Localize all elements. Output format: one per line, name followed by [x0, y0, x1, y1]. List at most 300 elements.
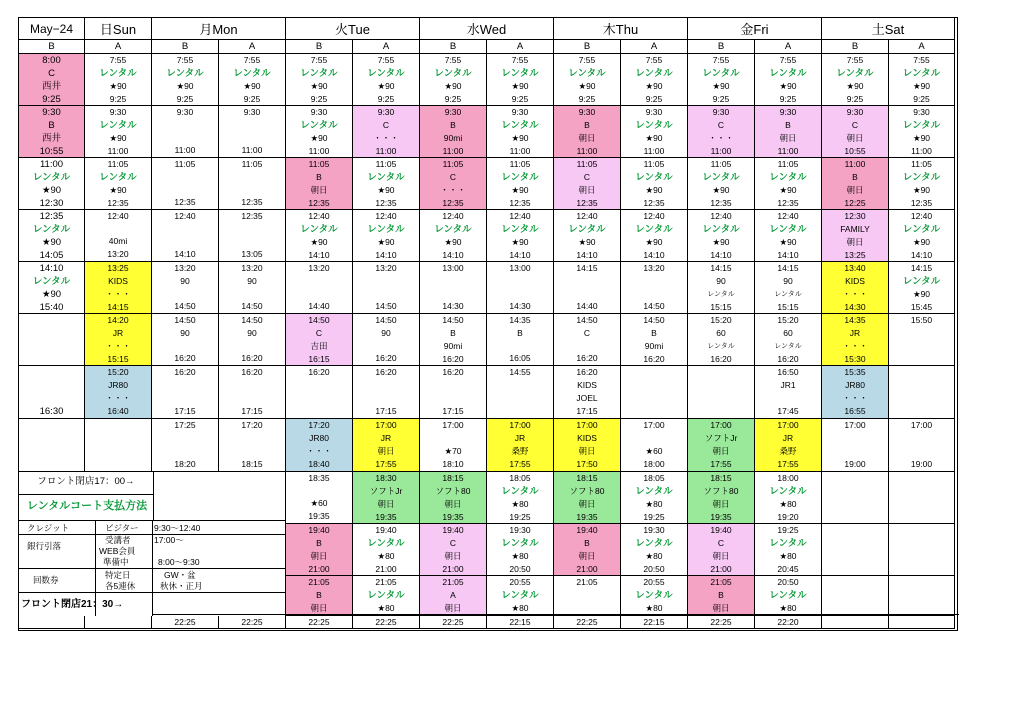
slot-line: 17:00: [844, 420, 866, 430]
time-slot: [487, 314, 554, 366]
time-slot: [889, 106, 955, 158]
end-time: [822, 616, 889, 629]
slot-line: [219, 171, 285, 184]
slot-line: 13:20: [375, 263, 397, 273]
slot-line: ★60: [645, 446, 663, 456]
time-slot: [554, 158, 621, 210]
slot-line: 7:55: [109, 55, 127, 65]
slot-line: B: [450, 328, 456, 338]
slot-line: [889, 510, 954, 523]
payment-title: レンタルコート支払方法: [26, 500, 148, 512]
slot-line: レンタル: [501, 68, 539, 79]
slot-line: ★80: [779, 603, 797, 613]
slot-line: 14:50: [442, 315, 464, 325]
slot-line: 12:35: [174, 197, 196, 207]
slot-line: ★90: [779, 237, 797, 247]
slot-line: レンタル: [774, 291, 802, 298]
slot-line: [219, 119, 285, 132]
slot-line: 20:50: [643, 564, 665, 574]
time-slot: [688, 106, 755, 158]
slot-line: [420, 379, 486, 392]
gw-label: GW・盆: [164, 570, 196, 580]
slot-line: ★90: [712, 185, 730, 195]
time-slot: [487, 366, 554, 419]
slot-line: 12:35: [442, 198, 464, 208]
slot-line: [19, 366, 84, 379]
slot-line: [621, 405, 687, 418]
slot-line: 朝日: [444, 551, 462, 561]
slot-line: 90: [180, 328, 190, 338]
slot-line: [889, 576, 954, 586]
slot-line: [353, 288, 419, 301]
slot-line: ★80: [779, 551, 797, 561]
slot-line: [353, 392, 419, 405]
slot-line: 12:40: [107, 211, 129, 221]
end-time: 22:25: [420, 616, 487, 629]
slot-line: ★90: [912, 133, 931, 143]
slot-line: 9:30: [913, 107, 930, 117]
time-slot: [286, 576, 353, 616]
slot-line: [621, 432, 687, 445]
slot-line: 朝日: [712, 499, 730, 509]
time-slot: [286, 524, 353, 576]
slot-line: 14:10: [576, 250, 598, 260]
slot-line: 17:55: [777, 459, 799, 469]
slot-line: 14:50: [308, 315, 330, 325]
slot-line: ★90: [511, 237, 529, 247]
slot-line: 9:30: [109, 107, 127, 117]
time-slot: [286, 158, 353, 210]
slot-line: 17:15: [241, 406, 263, 416]
slot-line: 14:30: [442, 301, 464, 311]
slot-line: [621, 288, 687, 301]
slot-line: 12:40: [910, 211, 933, 221]
slot-line: 11:00: [911, 146, 932, 156]
slot-line: 16:55: [844, 406, 866, 416]
slot-line: 17:00: [375, 420, 397, 430]
slot-line: B: [718, 590, 724, 600]
slot-line: 朝日: [377, 499, 395, 509]
slot-line: 17:25: [174, 420, 196, 430]
time-slot: [621, 54, 688, 106]
slot-line: 18:15: [241, 459, 263, 469]
slot-line: 11:05: [777, 159, 799, 169]
time-slot: [286, 314, 353, 366]
time-slot: [487, 472, 554, 524]
slot-line: 朝日: [578, 499, 596, 509]
time-slot: [219, 54, 286, 106]
slot-line: ★90: [578, 81, 596, 91]
slot-line: 40mi: [108, 236, 128, 246]
slot-line: [822, 445, 888, 458]
slot-line: [889, 445, 954, 458]
time-slot: [353, 262, 420, 314]
slot-line: ★90: [243, 81, 261, 91]
slot-line: [19, 327, 84, 340]
slot-line: ★90: [377, 81, 395, 91]
slot-line: 18:15: [710, 473, 732, 483]
time-slot: [554, 106, 621, 158]
slot-line: 9:30: [712, 107, 730, 117]
slot-line: 11:00: [174, 145, 196, 155]
slot-line: ・・・: [373, 133, 399, 143]
slot-line: JOEL: [576, 393, 598, 403]
slot-line: C: [851, 120, 859, 130]
day-header: 土Sat: [822, 18, 955, 40]
time-slot: [420, 54, 487, 106]
slot-line: 9:30: [779, 107, 797, 117]
slot-line: 11:05: [174, 159, 196, 169]
slot-line: [152, 132, 218, 145]
slot-line: ・・・: [306, 446, 332, 456]
slot-line: ★90: [41, 289, 62, 300]
slot-line: B: [316, 538, 322, 548]
slot-line: ★80: [645, 603, 663, 613]
slot-line: レンタル: [902, 276, 941, 287]
slot-line: ★90: [109, 81, 127, 91]
slot-line: [822, 510, 888, 523]
credit-label: クレジット: [27, 523, 70, 533]
slot-line: 20:55: [643, 577, 665, 587]
slot-line: 14:50: [576, 315, 598, 325]
time-slot: [85, 106, 152, 158]
time-slot: [152, 106, 219, 158]
slot-line: レンタル: [707, 291, 735, 298]
slot-line: [152, 288, 218, 300]
slot-line: 9:30: [42, 107, 61, 118]
time-slot: [755, 366, 822, 419]
slot-line: 16:20: [442, 354, 464, 364]
time-slot: [688, 472, 755, 524]
slot-line: 90: [180, 276, 190, 286]
slot-line: ★90: [912, 237, 931, 247]
web-label: WEB会員: [99, 546, 136, 556]
slot-line: [85, 445, 151, 458]
slot-line: [85, 223, 151, 235]
slot-line: ・・・: [105, 393, 131, 403]
slot-line: 11:00: [442, 146, 464, 156]
slot-line: [19, 392, 84, 405]
slot-line: 21:05: [375, 577, 397, 587]
slot-line: レンタル: [774, 343, 802, 350]
time-slot: [219, 314, 286, 366]
slot-line: B: [450, 120, 456, 130]
end-time: 22:20: [755, 616, 822, 629]
slot-line: C: [449, 538, 457, 548]
slot-line: 21:05: [308, 577, 330, 587]
slot-line: [19, 314, 84, 327]
slot-line: 朝日: [444, 499, 462, 509]
slot-line: 9:25: [846, 94, 864, 104]
time-slot: [219, 419, 286, 472]
slot-line: 朝日: [578, 551, 596, 561]
time-slot: [554, 210, 621, 262]
slot-line: JR80: [309, 433, 329, 443]
slot-line: 14:10: [39, 263, 64, 274]
slot-line: ★90: [779, 81, 797, 91]
slot-line: ・・・: [105, 289, 131, 299]
slot-line: レンタル: [99, 172, 137, 183]
slot-line: 21:00: [576, 564, 598, 574]
slot-line: 90: [716, 276, 726, 286]
slot-line: レンタル: [635, 172, 673, 183]
slot-line: [621, 392, 687, 405]
slot-line: 19:20: [777, 512, 799, 522]
slot-line: 朝日: [578, 446, 596, 456]
slot-line: 16:20: [375, 353, 397, 363]
slot-line: JR: [380, 433, 392, 443]
slot-line: レンタル: [902, 68, 941, 79]
slot-line: ソフト80: [435, 486, 471, 496]
slot-line: [487, 379, 553, 392]
slot-line: 朝日: [846, 185, 864, 195]
slot-line: レンタル: [300, 224, 338, 235]
slot-line: 9:25: [444, 94, 462, 104]
slot-line: 13:40: [844, 263, 866, 273]
slot-line: [286, 392, 352, 405]
slot-line: 朝日: [712, 603, 730, 613]
slot-line: 11:05: [509, 159, 531, 169]
slot-line: 18:00: [643, 459, 665, 469]
slot-line: 17:00: [710, 420, 732, 430]
slot-line: 16:30: [39, 406, 64, 417]
time-slot: [219, 158, 286, 210]
end-time: 22:25: [353, 616, 420, 629]
slot-line: 14:50: [643, 301, 665, 311]
time-slot: [152, 366, 219, 419]
slot-line: 11:05: [308, 159, 330, 169]
slot-line: [19, 458, 84, 471]
slot-line: [822, 472, 888, 485]
time-slot: [487, 419, 554, 472]
time-slot: [219, 106, 286, 158]
slot-line: 9:30: [511, 107, 529, 117]
slot-line: レンタル: [233, 68, 271, 79]
slot-line: [554, 598, 620, 607]
slot-line: [889, 366, 954, 379]
slot-line: ★90: [310, 133, 328, 143]
slot-line: [822, 596, 888, 606]
slot-line: レンタル: [300, 68, 338, 79]
slot-line: 12:40: [710, 211, 732, 221]
court-label: A: [889, 40, 955, 54]
slot-line: レンタル: [769, 172, 807, 183]
slot-line: ★90: [645, 237, 663, 247]
slot-line: 15:35: [844, 367, 866, 377]
slot-line: [889, 327, 954, 340]
front-close-17: フロント閉店17：00→: [37, 476, 135, 487]
slot-line: [19, 445, 84, 458]
slot-line: 21:00: [710, 564, 732, 574]
slot-line: 19:35: [576, 512, 598, 522]
time-slot: [420, 106, 487, 158]
slot-line: 10:55: [844, 146, 866, 156]
slot-line: [889, 432, 954, 445]
slot-line: 21:00: [442, 564, 464, 574]
slot-line: 12:35: [241, 197, 263, 207]
slot-line: JR80: [845, 380, 865, 390]
slot-line: [19, 432, 84, 445]
slot-line: 18:05: [643, 473, 665, 483]
slot-line: JR: [782, 433, 794, 443]
slot-line: 13:20: [241, 263, 263, 273]
slot-line: [152, 223, 218, 236]
slot-line: [822, 537, 888, 550]
end-time: 22:25: [286, 616, 353, 629]
slot-line: 12:30: [844, 211, 866, 221]
slot-line: 90: [247, 328, 257, 338]
slot-line: 朝日: [846, 133, 864, 143]
slot-line: レンタル: [99, 68, 137, 79]
slot-line: レンタル: [501, 486, 539, 497]
slot-line: 13:20: [174, 263, 196, 273]
slot-line: [286, 485, 352, 497]
court-label: B: [554, 40, 621, 54]
slot-line: 11:00: [107, 146, 129, 156]
time-slot: [85, 210, 152, 262]
slot-line: レンタル: [568, 224, 606, 235]
time-slot: [420, 158, 487, 210]
time-slot: [554, 419, 621, 472]
slot-line: 9:30: [645, 107, 663, 117]
slot-line: 10:55: [39, 146, 64, 157]
slot-line: 60: [783, 328, 793, 338]
time-slot: [420, 576, 487, 616]
time-slot: [688, 54, 755, 106]
slot-line: ★90: [41, 185, 62, 196]
slot-line: レンタル: [635, 590, 673, 601]
slot-line: レンタル: [902, 224, 941, 235]
slot-line: 11:05: [375, 159, 397, 169]
special-day-label: 特定日: [105, 570, 131, 580]
end-time: [889, 616, 955, 629]
slot-line: 90: [381, 328, 391, 338]
slot-line: 13:00: [509, 263, 531, 273]
slot-line: ★90: [912, 289, 931, 299]
slot-line: 7:55: [444, 55, 462, 65]
slot-line: [889, 524, 954, 537]
time-slot: [889, 419, 955, 472]
slot-line: 90mi: [644, 341, 664, 351]
time-slot: [755, 576, 822, 616]
day-header: 金Fri: [688, 18, 822, 40]
slot-line: [889, 472, 954, 485]
slot-line: 11:05: [107, 159, 129, 169]
slot-line: ★90: [310, 237, 328, 247]
slot-line: ★90: [109, 133, 127, 143]
slot-line: レンタル: [635, 486, 673, 497]
slot-line: 9:30: [578, 107, 596, 117]
time-slot: [286, 419, 353, 472]
slot-line: KIDS: [845, 276, 865, 286]
end-time: [85, 616, 152, 629]
time-slot: [19, 262, 85, 314]
slot-line: 11:00: [844, 159, 866, 169]
slot-line: 14:10: [308, 250, 330, 260]
slot-line: 西井: [41, 81, 61, 92]
slot-line: C: [717, 120, 725, 130]
slot-line: [286, 379, 352, 392]
slot-line: 17:00: [576, 420, 598, 430]
slot-line: 17:50: [576, 459, 598, 469]
slot-line: 17:15: [576, 406, 598, 416]
time-slot: [889, 262, 955, 314]
slot-line: 19:40: [375, 525, 397, 535]
slot-line: [152, 432, 218, 445]
time-slot: [688, 158, 755, 210]
slot-line: ・・・: [842, 393, 868, 403]
slot-line: 17:15: [442, 406, 464, 416]
time-slot: [152, 314, 219, 366]
slot-line: B: [517, 328, 523, 338]
slot-line: 14:30: [509, 301, 531, 311]
slot-line: 13:25: [107, 263, 129, 273]
time-slot: [889, 158, 955, 210]
time-slot: [621, 158, 688, 210]
slot-line: [889, 352, 954, 365]
slot-line: [219, 223, 285, 236]
slot-line: 14:30: [844, 302, 866, 312]
slot-line: 16:50: [777, 367, 799, 377]
slot-line: 19:35: [308, 511, 330, 521]
slot-line: [152, 119, 218, 132]
slot-line: 16:20: [710, 354, 732, 364]
time-slot: [353, 366, 420, 419]
slot-line: 15:45: [910, 302, 933, 312]
slot-line: 19:40: [308, 525, 330, 535]
slot-line: 14:50: [375, 301, 397, 311]
time-slot: [822, 314, 889, 366]
slot-line: [487, 405, 553, 418]
slot-line: 21:05: [710, 577, 732, 587]
slot-line: レンタル: [367, 538, 405, 549]
slot-line: 21:05: [442, 577, 464, 587]
slot-line: 14:10: [643, 250, 665, 260]
slot-line: ★90: [109, 185, 127, 195]
end-time: 22:25: [219, 616, 286, 629]
time-slot: [353, 576, 420, 616]
slot-line: A: [450, 590, 456, 600]
slot-line: ★70: [444, 446, 462, 456]
slot-line: 18:40: [308, 459, 330, 469]
time-slot: [554, 366, 621, 419]
slot-line: 16:20: [174, 353, 196, 363]
time-slot: [822, 524, 889, 576]
slot-line: 17:00: [643, 420, 665, 430]
end-time: 22:15: [487, 616, 554, 629]
slot-line: [420, 432, 486, 445]
slot-line: [19, 352, 84, 365]
slot-line: [688, 379, 754, 392]
slot-line: 14:20: [107, 315, 129, 325]
slot-line: レンタル: [707, 343, 735, 350]
slot-line: [152, 184, 218, 197]
slot-line: B: [316, 590, 322, 600]
slot-line: 12:35: [107, 198, 129, 208]
slot-line: 9:25: [578, 94, 596, 104]
time-slot: [621, 314, 688, 366]
time-slot: [554, 472, 621, 524]
slot-line: 17:15: [375, 406, 397, 416]
slot-line: 7:55: [846, 55, 864, 65]
slot-line: 朝日: [779, 133, 797, 143]
slot-line: 11:00: [710, 146, 732, 156]
time-slot: [688, 524, 755, 576]
slot-line: 朝日: [846, 237, 864, 247]
time-slot: [487, 106, 554, 158]
time-slot: [621, 576, 688, 616]
court-label: A: [85, 40, 152, 54]
